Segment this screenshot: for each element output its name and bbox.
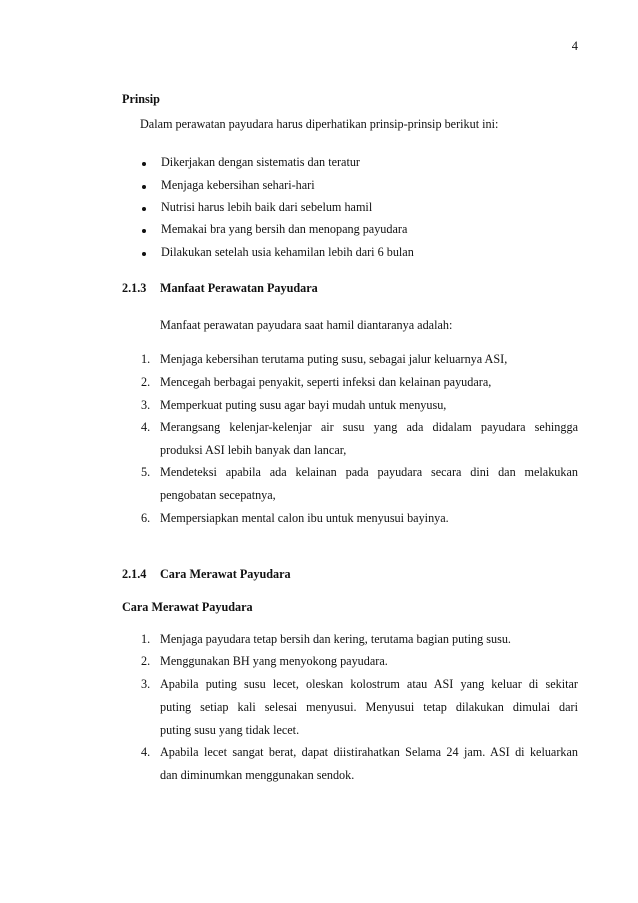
item-text-cont: puting setiap kali selesai menyusui. Menyusui tetap dilakukan dimulai dari — [160, 700, 578, 714]
bullet-icon — [142, 229, 146, 233]
item-text: Menjaga kebersihan terutama puting susu, sebagai jalur keluarnya ASI, — [160, 352, 508, 366]
item-text-cont: dan diminumkan menggunakan sendok. — [160, 768, 355, 782]
bullet-icon — [142, 252, 146, 256]
cara-subheading: Cara Merawat Payudara — [122, 600, 253, 614]
item-number: 4. — [141, 420, 151, 434]
manfaat-intro: Manfaat perawatan payudara saat hamil diantaranya adalah: — [160, 318, 453, 332]
item-text: Apabila puting susu lecet, oleskan kolostrum atau ASI yang keluar di sekitar — [160, 677, 578, 691]
item-text: Mencegah berbagai penyakit, seperti infeksi dan kelainan payudara, — [160, 375, 492, 389]
item-number: 1. — [141, 352, 151, 366]
item-text-cont: produksi ASI lebih banyak dan lancar, — [160, 443, 347, 457]
bullet-text: Nutrisi harus lebih baik dari sebelum hamil — [161, 200, 373, 214]
item-number: 3. — [141, 677, 151, 691]
section-title-cara: Cara Merawat Payudara — [160, 567, 291, 581]
item-text: Menggunakan BH yang menyokong payudara. — [160, 654, 388, 668]
item-number: 4. — [141, 745, 151, 759]
prinsip-intro: Dalam perawatan payudara harus diperhatikan prinsip-prinsip berikut ini: — [140, 117, 499, 131]
item-text: Mempersiapkan mental calon ibu untuk menyusui bayinya. — [160, 511, 449, 525]
section-number-214: 2.1.4 — [122, 567, 147, 581]
section-number-213: 2.1.3 — [122, 281, 147, 295]
bullet-text: Memakai bra yang bersih dan menopang payudara — [161, 222, 408, 236]
item-text: Menjaga payudara tetap bersih dan kering, terutama bagian puting susu. — [160, 632, 511, 646]
prinsip-heading: Prinsip — [122, 92, 160, 106]
bullet-icon — [142, 207, 146, 211]
bullet-text: Dilakukan setelah usia kehamilan lebih dari 6 bulan — [161, 245, 414, 259]
item-text: Memperkuat puting susu agar bayi mudah untuk menyusu, — [160, 398, 447, 412]
item-text: Merangsang kelenjar-kelenjar air susu yang ada didalam payudara sehingga — [160, 420, 578, 434]
item-number: 6. — [141, 511, 151, 525]
item-number: 2. — [141, 654, 151, 668]
item-text: Mendeteksi apabila ada kelainan pada payudara secara dini dan melakukan — [160, 465, 578, 479]
item-number: 1. — [141, 632, 151, 646]
item-text: Apabila lecet sangat berat, dapat diistirahatkan Selama 24 jam. ASI di keluarkan — [160, 745, 578, 759]
page-number: 4 — [571, 39, 578, 53]
section-title-manfaat: Manfaat Perawatan Payudara — [160, 281, 318, 295]
item-number: 2. — [141, 375, 151, 389]
item-text-cont: puting susu yang tidak lecet. — [160, 723, 300, 737]
item-number: 5. — [141, 465, 151, 479]
bullet-icon — [142, 162, 146, 166]
item-number: 3. — [141, 398, 151, 412]
bullet-text: Dikerjakan dengan sistematis dan teratur — [161, 155, 360, 169]
item-text-cont: pengobatan secepatnya, — [160, 488, 276, 502]
bullet-icon — [142, 185, 146, 189]
bullet-text: Menjaga kebersihan sehari-hari — [161, 178, 315, 192]
